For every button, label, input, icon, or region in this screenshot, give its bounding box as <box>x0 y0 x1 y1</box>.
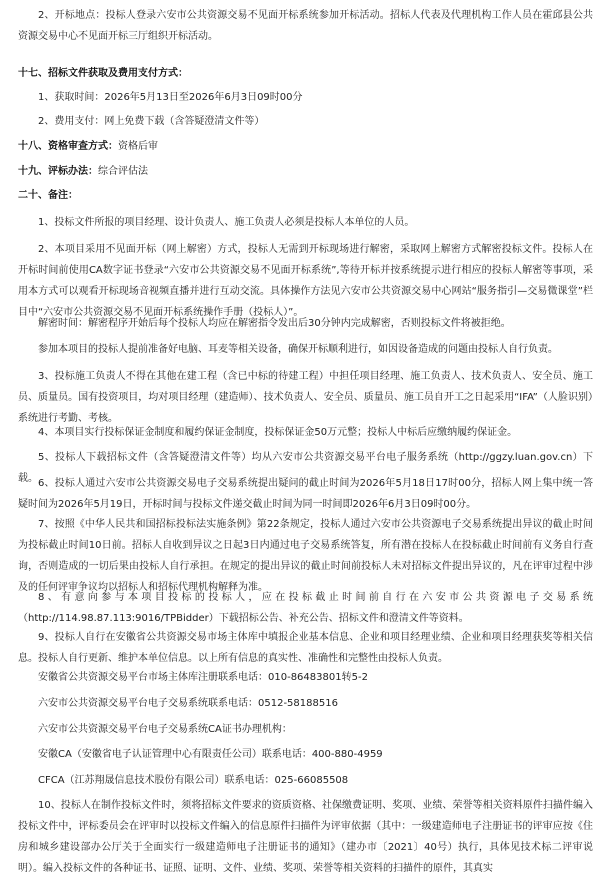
section-20-title: 二十、备注： <box>18 190 78 201</box>
note-3: 3、投标施工负责人不得在其他在建工程（含已中标的待建工程）中担任项目经理、施工负责人、技术负责人、安全员、施工员、质量员。国有投资项目，均对项目经理（建造师）、技术负责人、安全员、质量员、施工员自开工之日起采用“IFA”（人脸识别）系统进行考勤、考核。 <box>18 371 593 424</box>
paragraph-open-location: 2、开标地点：投标人登录六安市公共资源交易不见面开标系统参加开标活动。招标人代表及代理机构工作人员在霍邱县公共资源交易中心不见面开标三厅组织开标活动。 <box>18 10 593 42</box>
note-5: 5、投标人下载招标文件（含答疑澄清文件等）均从六安市公共资源交易平台电子服务系统（http://ggzy.luan.gov.cn）下载。 <box>18 452 593 484</box>
note-7: 7、按照《中华人民共和国招标投标法实施条例》第22条规定，投标人通过六安市公共资源电子交易系统提出异议的截止时间为投标截止时间10日前。招标人自收到异议之日起3日内通过电子交易系统答复，所有潜在投标人在投标截止时间前有义务自行查询，否则造成的一切后果由投标人自行承担。在规定的提出异议的截止时间前投标人未对招标文件提出异议的，凡在评审过程中涉及的任何评审争议均以招标人和招标代理机构解释为准。 <box>18 519 593 593</box>
note-10: 10、投标人在制作投标文件时，须将招标文件要求的资质资格、社保缴费证明、奖项、业绩、荣誉等相关资料原件扫描件编入投标文件中，评标委员会在评审时以投标文件编入的信息原件扫描件为评审依据（其中：一级建造师电子注册证书的评审应按《住房和城乡建设部办公厅关于全面实行一级建造师电子注册证书的通知》（建办市〔2021〕40号）执行，具体见技术标二评审说明）。编入投标文件的各种证书、证照、证明、文件、业绩、奖项、荣誉等相关资料的扫描件的原件，其真实 <box>18 800 593 874</box>
section-19-title: 十九、评标办法：综合评估法 <box>18 166 148 177</box>
contact-market-registry: 安徽省公共资源交易平台市场主体库注册联系电话：010-86483801转5-2 <box>38 672 368 683</box>
paragraph-fee-payment: 2、费用支付：网上免费下载（含答疑澄清文件等） <box>38 116 265 127</box>
note-2: 2、本项目采用不见面开标（网上解密）方式，投标人无需到开标现场进行解密，采取网上解密方式解密投标文件。投标人在开标时间前使用CA数字证书登录“六安市公共资源交易不见面开标系统”,等待开标并按系统提示进行相应的投标人解密等事项，采用本方式可以观看开标现场音视频直播并进行互动交流。具体操作方法见六安市公共资源交易中心网站“服务指引—交易微课堂”栏目中“六安市公共资源交易不见面开标系统操作手册（投标人）”。 <box>18 244 593 318</box>
section-17-title: 十七、招标文件获取及费用支付方式： <box>18 68 188 79</box>
contact-etrading-system: 六安市公共资源交易平台电子交易系统联系电话：0512-58188516 <box>38 698 338 709</box>
note-6: 6、投标人通过六安市公共资源交易电子交易系统提出疑问的截止时间为2026年5月18日17时00分，招标人网上集中统一答疑时间为2026年5月19日，开标时间与投标文件递交截止时间为同一时间即2026年6月3日09时00分。 <box>18 478 593 510</box>
section-18-title: 十八、资格审查方式：资格后审 <box>18 141 158 152</box>
contact-anhui-ca: 安徽CA（安徽省电子认证管理中心有限责任公司）联系电话：400-880-4959 <box>38 749 383 760</box>
contact-cfca: CFCA（江苏翔晟信息技术股份有限公司）联系电话：025-66085508 <box>38 775 349 786</box>
contact-ca-heading: 六安市公共资源交易平台电子交易系统CA证书办理机构： <box>38 724 292 735</box>
paragraph-acquire-time: 1、获取时间：2026年5月13日至2026年6月3日09时00分 <box>38 92 303 103</box>
note-8: 8、有意向参与本项目投标的投标人，应在投标截止时间前自行在六安市公共资源电子交易系统（http://114.98.87.113:9016/TPBidder）下载招标公告、补充公告、招标文件和澄清文件等资料。 <box>18 592 593 624</box>
note-decrypt-time: 解密时间：解密程序开始后每个投标人均应在解密指令发出后30分钟内完成解密，否则投标文件将被拒绝。 <box>38 318 511 329</box>
note-1: 1、投标文件所报的项目经理、设计负责人、施工负责人必须是投标人本单位的人员。 <box>38 217 415 228</box>
note-equipment: 参加本项目的投标人提前准备好电脑、耳麦等相关设备，确保开标顺利进行，如因设备造成的问题由投标人自行负责。 <box>38 344 558 355</box>
qualification-review-method: 资格后审 <box>118 141 158 152</box>
note-4: 4、本项目实行投标保证金制度和履约保证金制度，投标保证金50万元整；投标人中标后应缴纳履约保证金。 <box>38 427 518 438</box>
note-9: 9、投标人自行在安徽省公共资源交易市场主体库中填报企业基本信息、企业和项目经理业绩、企业和项目经理获奖等相关信息。投标人自行更新、维护本单位信息。以上所有信息的真实性、准确性和完整性由投标人负责。 <box>18 632 593 664</box>
evaluation-method: 综合评估法 <box>98 166 148 177</box>
